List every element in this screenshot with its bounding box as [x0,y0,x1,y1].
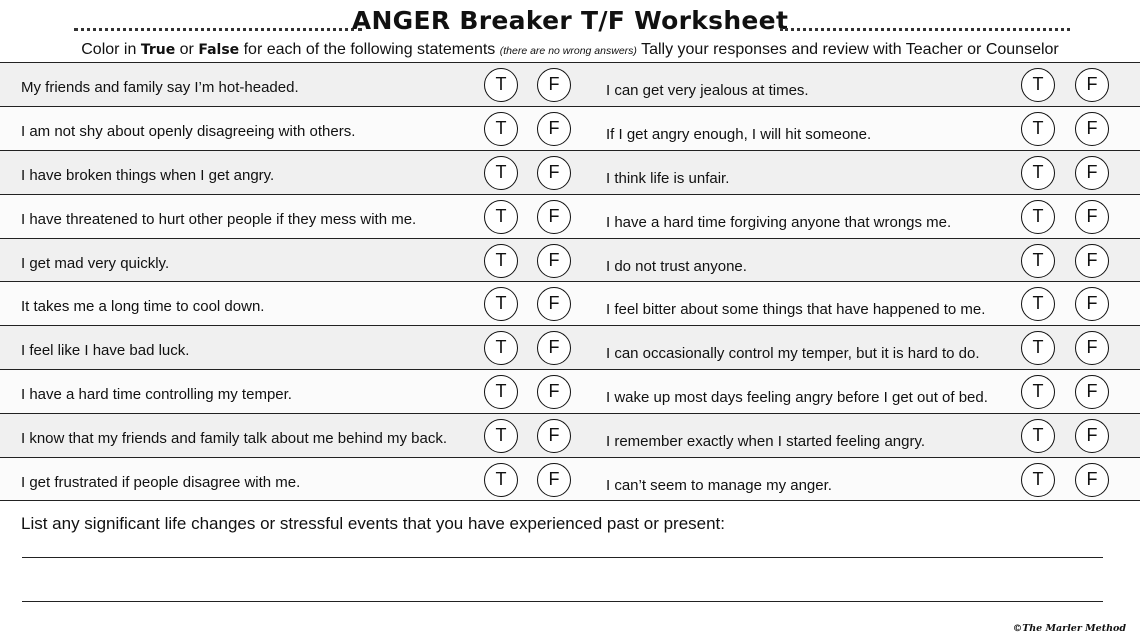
false-circle[interactable]: F [1075,112,1109,146]
false-circle[interactable]: F [1075,244,1109,278]
false-circle[interactable]: F [537,200,571,234]
page-title: ANGER Breaker T/F Worksheet [351,6,789,35]
table-row [0,281,1140,325]
statement-right: I feel bitter about some things that have happened to me. [606,301,986,319]
true-circle[interactable]: T [484,156,518,190]
false-circle[interactable]: F [537,68,571,102]
table-row [0,150,1140,194]
true-circle[interactable]: T [484,287,518,321]
statement-right: I think life is unfair. [606,169,730,187]
true-circle[interactable]: T [1021,287,1055,321]
true-circle[interactable]: T [1021,375,1055,409]
instr-mid: for each of the following statements [239,41,500,58]
title-row [0,6,1140,38]
false-circle[interactable]: F [1075,419,1109,453]
statement-left: I am not shy about openly disagreeing with others. [21,122,356,140]
true-circle[interactable]: T [1021,331,1055,365]
true-circle[interactable]: T [484,331,518,365]
true-circle[interactable]: T [484,419,518,453]
table-row [0,106,1140,150]
false-circle[interactable]: F [1075,68,1109,102]
statement-right: I remember exactly when I started feeling angry. [606,433,926,451]
statement-left: I have broken things when I get angry. [21,166,275,184]
table-row [0,62,1140,106]
life-changes-prompt: List any significant life changes or stressful events that you have experienced past or present: [21,514,726,533]
false-circle[interactable]: F [1075,463,1109,497]
statement-right: I have a hard time forgiving anyone that wrongs me. [606,213,952,231]
false-circle[interactable]: F [537,287,571,321]
table-row [0,413,1140,457]
statement-left: I have threatened to hurt other people if they mess with me. [21,210,417,228]
false-circle[interactable]: F [537,463,571,497]
statement-left: I get mad very quickly. [21,254,170,272]
false-circle[interactable]: F [537,112,571,146]
true-circle[interactable]: T [484,244,518,278]
false-circle[interactable]: F [1075,200,1109,234]
statement-left: I have a hard time controlling my temper. [21,386,292,404]
true-circle[interactable]: T [1021,463,1055,497]
false-circle[interactable]: F [537,156,571,190]
answer-line-2[interactable] [22,601,1103,602]
false-circle[interactable]: F [537,419,571,453]
true-circle[interactable]: T [1021,244,1055,278]
statement-left: My friends and family say I’m hot-headed. [21,79,299,96]
statement-right: If I get angry enough, I will hit someone. [606,125,872,143]
statement-right: I can’t seem to manage my anger. [606,477,832,495]
false-circle[interactable]: F [1075,375,1109,409]
statement-left: It takes me a long time to cool down. [21,298,265,316]
true-circle[interactable]: T [484,375,518,409]
true-circle[interactable]: T [1021,112,1055,146]
table-row [0,194,1140,238]
true-circle[interactable]: T [1021,156,1055,190]
false-circle[interactable]: F [1075,331,1109,365]
copyright: ©The Marler Method [1012,623,1126,634]
statement-table [0,62,1140,501]
instr-or: or [175,41,199,58]
false-circle[interactable]: F [1075,287,1109,321]
instr-false: False [198,42,240,58]
title-dots-right [780,28,1070,31]
instructions [0,41,1140,59]
true-circle[interactable]: T [484,68,518,102]
true-circle[interactable]: T [484,463,518,497]
instr-pre: Color in [81,41,141,58]
table-row [0,325,1140,369]
statement-right: I can occasionally control my temper, but it is hard to do. [606,345,980,363]
instr-note: (there are no wrong answers) [499,45,637,57]
statement-right: I wake up most days feeling angry before I get out of bed. [606,389,988,407]
table-row [0,238,1140,282]
true-circle[interactable]: T [1021,68,1055,102]
false-circle[interactable]: F [537,244,571,278]
instr-post: Tally your responses and review with Teacher or Counselor [636,41,1059,58]
true-circle[interactable]: T [1021,200,1055,234]
true-circle[interactable]: T [484,112,518,146]
answer-line-1[interactable] [22,557,1103,558]
statement-left: I feel like I have bad luck. [21,342,190,360]
true-circle[interactable]: T [1021,419,1055,453]
true-circle[interactable]: T [484,200,518,234]
false-circle[interactable]: F [537,331,571,365]
statement-right: I do not trust anyone. [606,257,747,275]
statement-left: I get frustrated if people disagree with me. [21,474,301,492]
table-row [0,369,1140,413]
false-circle[interactable]: F [1075,156,1109,190]
statement-left: I know that my friends and family talk about me behind my back. [21,430,448,448]
instr-true: True [140,42,176,58]
table-row [0,457,1140,501]
false-circle[interactable]: F [537,375,571,409]
statement-right: I can get very jealous at times. [606,82,809,99]
